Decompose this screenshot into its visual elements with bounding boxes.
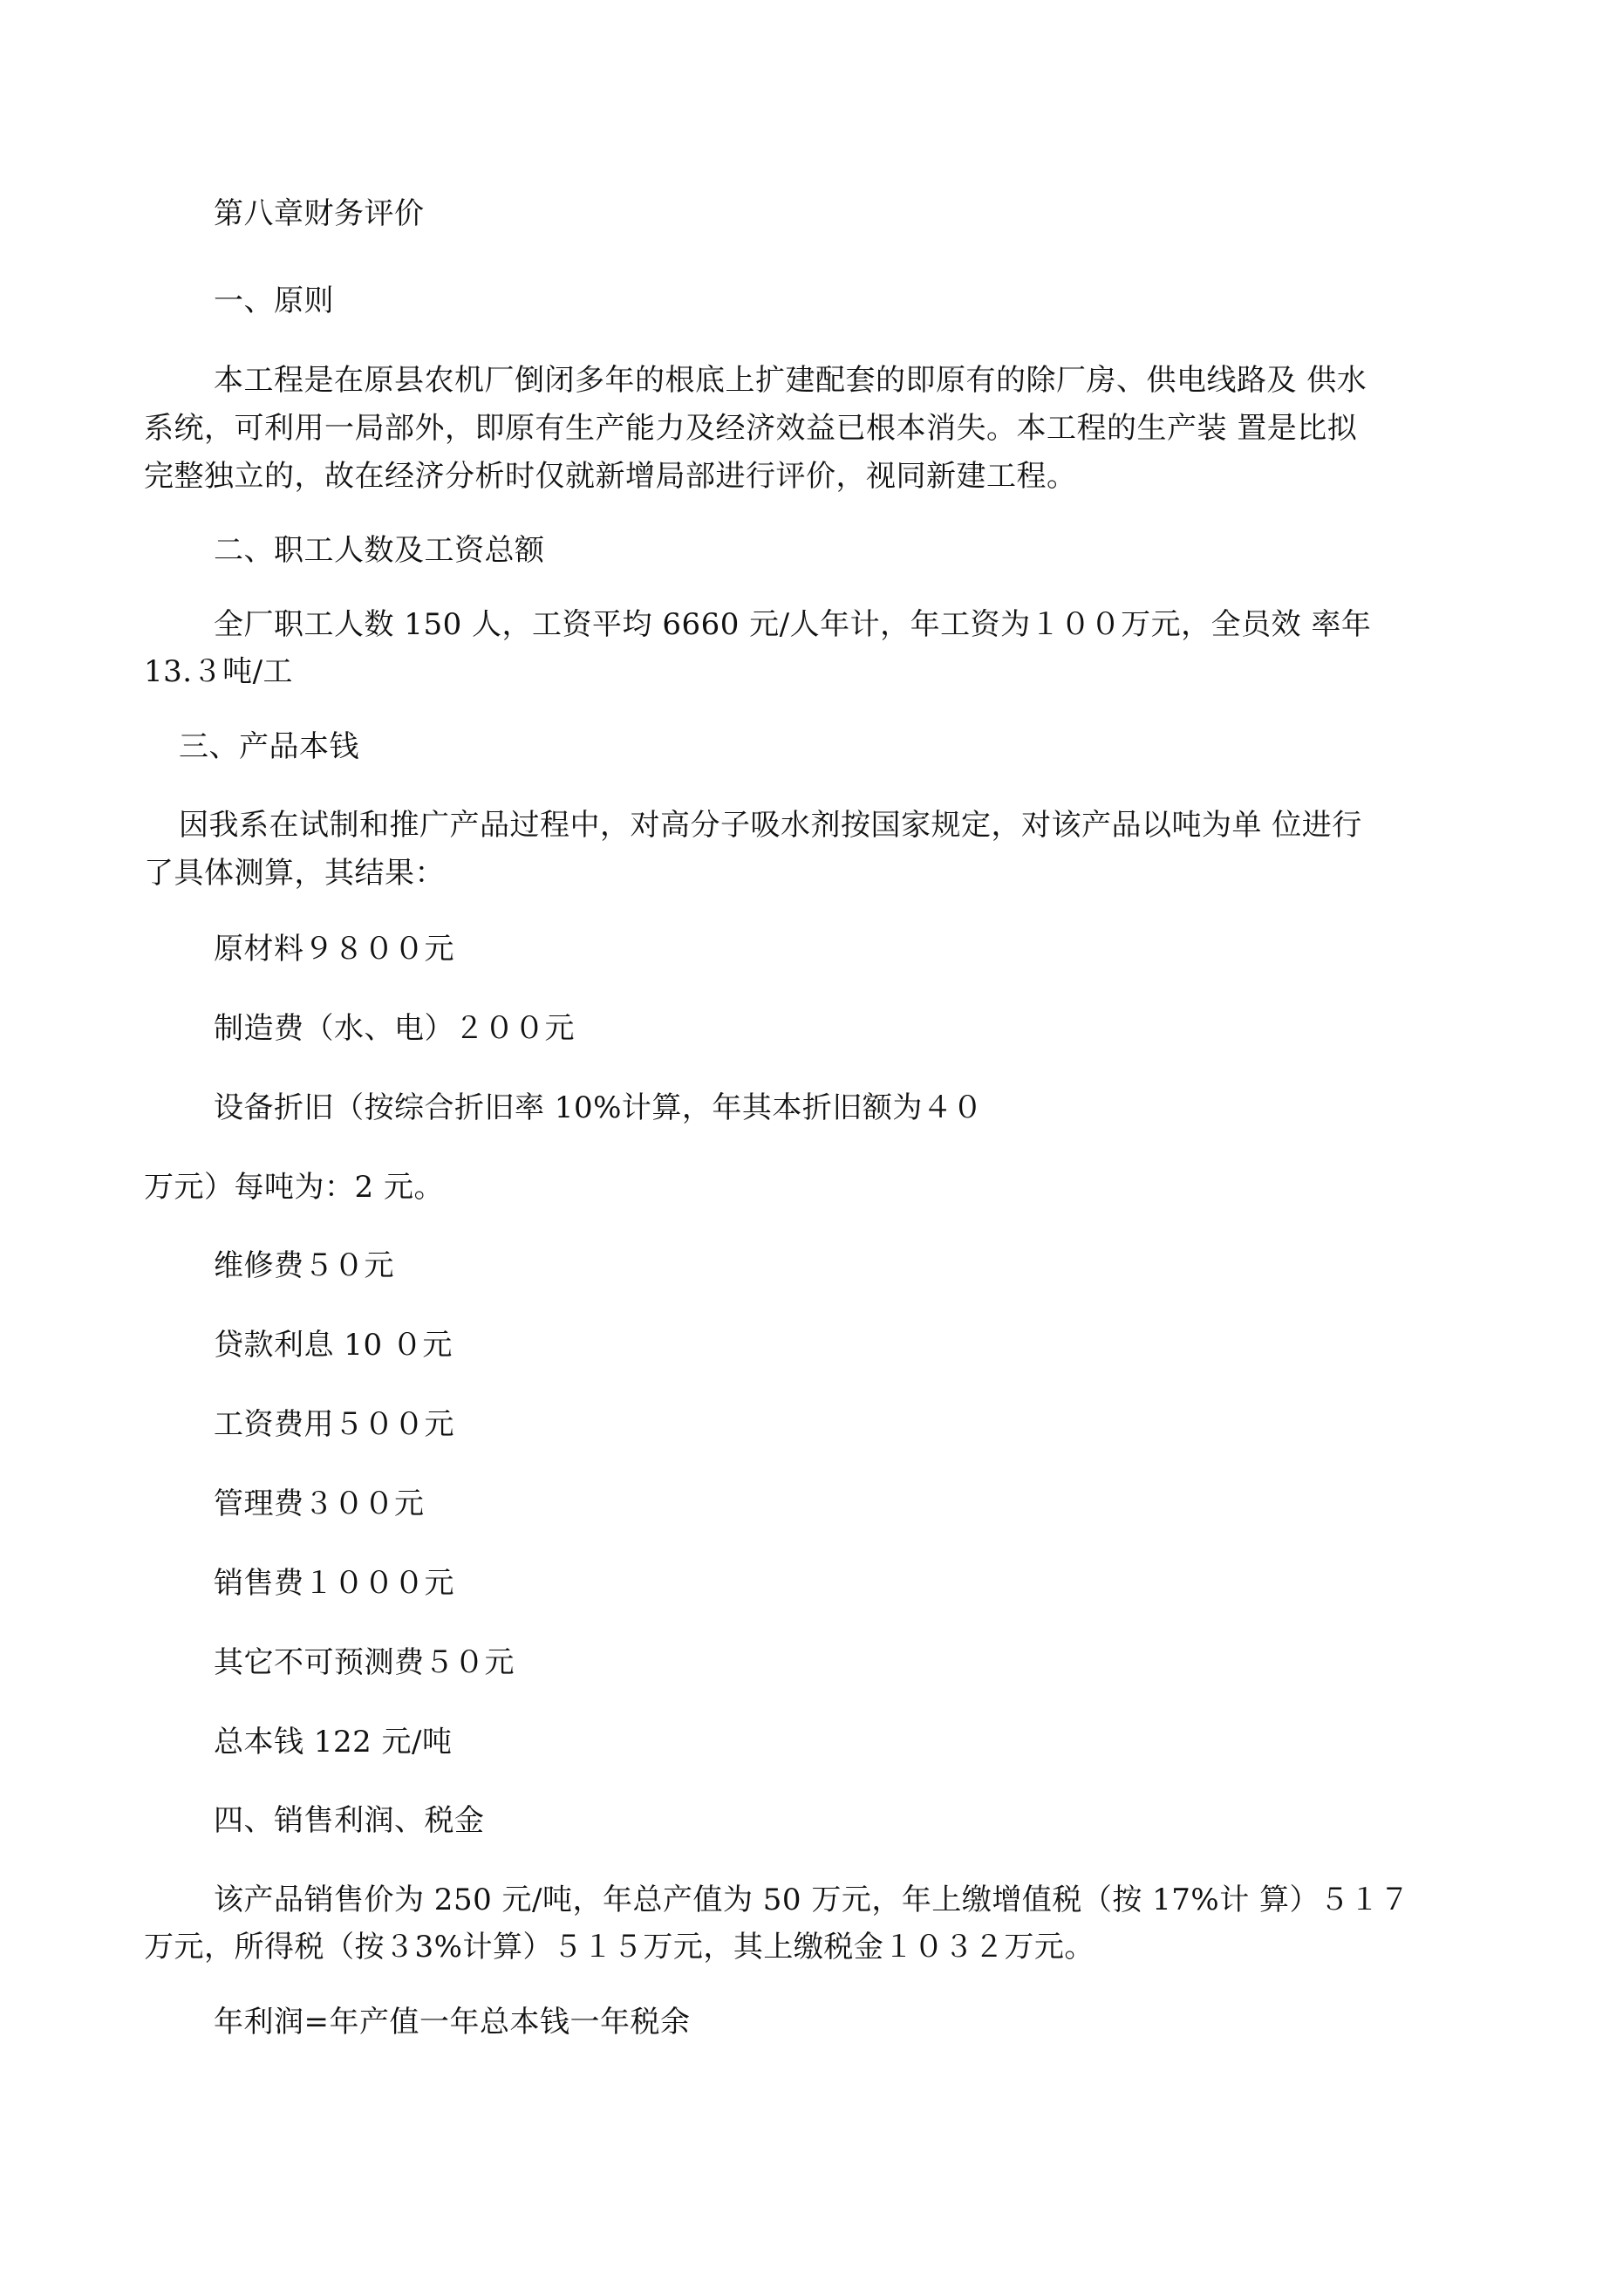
cost-item: 贷款利息 10 ０元 — [214, 1328, 453, 1363]
section-heading-principles: 一、原则 — [214, 284, 334, 318]
cost-item: 销售费１０００元 — [214, 1566, 454, 1601]
cost-item: 原材料９８００元 — [214, 932, 454, 967]
cost-item: 维修费５０元 — [214, 1248, 394, 1283]
cost-item: 设备折旧（按综合折旧率 10%计算，年其本折旧额为４０ — [214, 1090, 983, 1125]
section-heading-staff: 二、职工人数及工资总额 — [214, 533, 545, 568]
paragraph-line: 该产品销售价为 250 元/吨，年总产值为 50 万元，年上缴增值税（按 17%计 算）５１７ — [214, 1883, 1410, 1917]
paragraph-line: 本工程是在原县农机厂倒闭多年的根底上扩建配套的即原有的除厂房、供电线路及 供水 — [214, 363, 1367, 398]
paragraph-line: 系统，可利用一局部外，即原有生产能力及经济效益已根本消失。本工程的生产装 置是比拟 — [144, 411, 1358, 446]
paragraph-line: 13.３吨/工 — [144, 654, 294, 689]
section-heading-profit: 四、销售利润、税金 — [214, 1803, 485, 1838]
chapter-title: 第八章财务评价 — [214, 196, 425, 231]
paragraph-line: 万元，所得税（按３3%计算）５１５万元，其上缴税金１０３２万元。 — [144, 1930, 1095, 1965]
paragraph-line: 全厂职工人数 150 人，工资平均 6660 元/人年计，年工资为１００万元，全员效 率年 — [214, 607, 1372, 642]
section-heading-cost: 三、产品本钱 — [179, 729, 359, 764]
profit-formula: 年利润=年产值一年总本钱一年税余 — [214, 2005, 691, 2040]
cost-item: 工资费用５００元 — [214, 1407, 454, 1442]
cost-item: 制造费（水、电）２００元 — [214, 1011, 575, 1046]
cost-item: 管理费３００元 — [214, 1486, 425, 1521]
paragraph-line: 了具体测算，其结果： — [144, 856, 445, 891]
cost-item: 万元）每吨为：2 元。 — [144, 1170, 444, 1205]
cost-item-total: 总本钱 122 元/吨 — [214, 1725, 453, 1760]
paragraph-line: 完整独立的，故在经济分析时仅就新增局部进行评价，视同新建工程。 — [144, 459, 1077, 494]
paragraph-line: 因我系在试制和推广产品过程中，对高分子吸水剂按国家规定，对该产品以吨为单 位进行 — [179, 808, 1362, 843]
cost-item: 其它不可预测费５０元 — [214, 1645, 515, 1680]
